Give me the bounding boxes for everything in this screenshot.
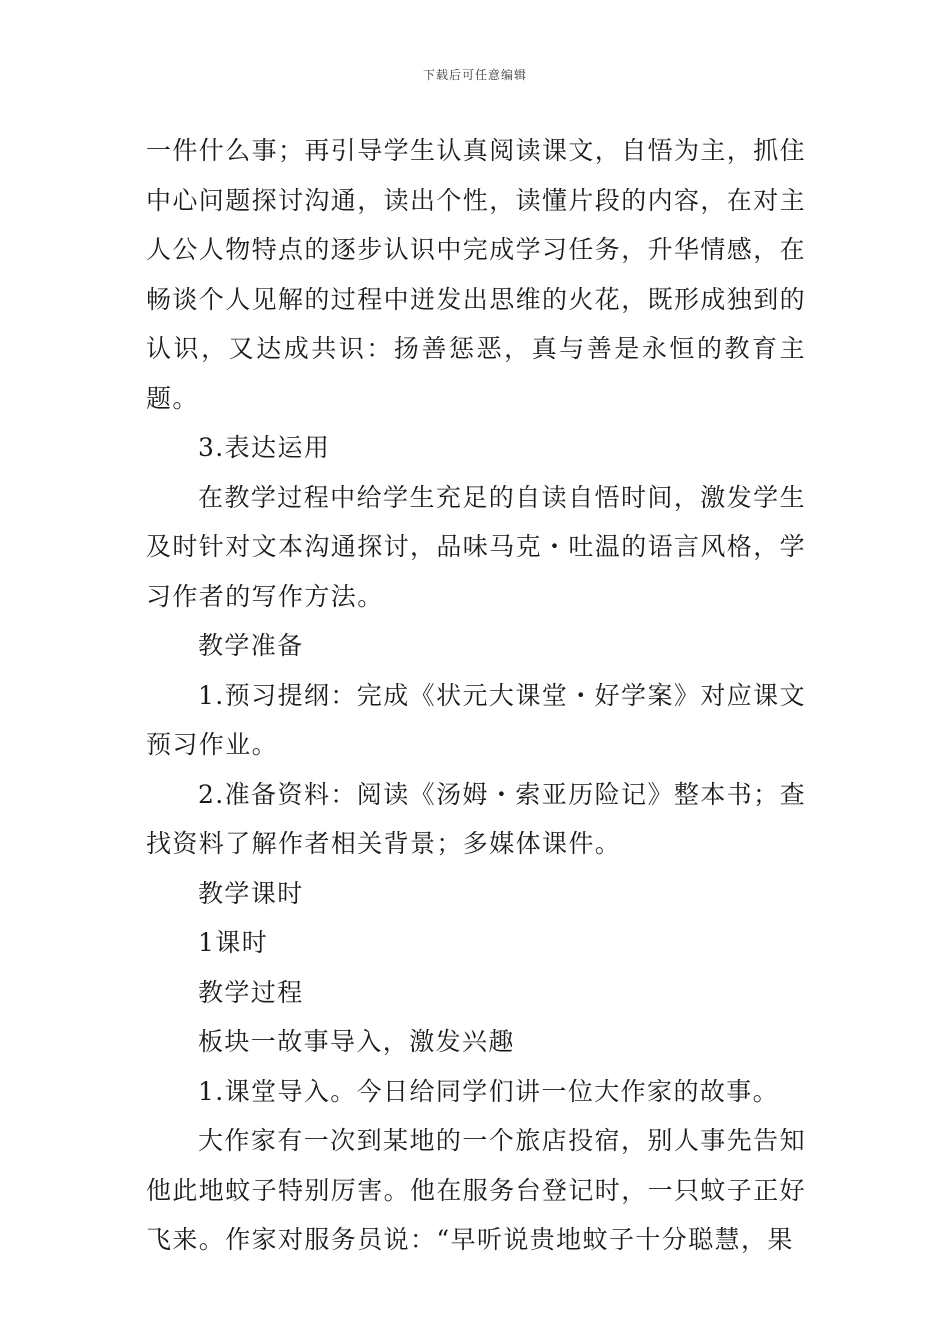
section-heading-preparation: 教学准备 [198, 631, 304, 660]
list-item-preview: 1.预习提纲：完成《状元大课堂・好学案》对应课文预习作业。 [146, 680, 806, 759]
section-heading-process: 教学过程 [198, 977, 304, 1007]
list-item-class-intro: 1.课堂导入。今日给同学们讲一位大作家的故事。 [198, 1076, 780, 1106]
paragraph-expression-body: 在教学过程中给学生充足的自读自悟时间，激发学生及时针对文本沟通探讨，品味马克・吐温的语言风格，学习作者的写作方法。 [146, 482, 807, 611]
paragraph-story: 大作家有一次到某地的一个旅店投宿，别人事先告知他此地蚊子特别厉害。他在服务台登记时，一只蚊子正好飞来。作家对服务员说：“早听说贵地蚊子十分聪慧，果 [146, 1126, 807, 1254]
paragraph-continuation: 一件什么事；再引导学生认真阅读课文，自悟为主，抓住中心问题探讨沟通，读出个性，读懂片段的内容，在对主人公人物特点的逐步认识中完成学习任务，升华情感，在畅谈个人见解的过程中迸发出思维的火花，既形成独到的认识，又达成共识：扬善惩恶，真与善是永恒的教育主题。 [146, 136, 807, 413]
page-header: 下载后可任意编辑 [422, 68, 527, 82]
section-heading-expression: 3.表达运用 [198, 433, 331, 462]
list-item-materials: 2.准备资料：阅读《汤姆・索亚历险记》整本书；查找资料了解作者相关背景；多媒体课件。 [146, 779, 806, 858]
block-heading-intro: 板块一故事导入，激发兴趣 [198, 1027, 515, 1056]
class-hours-value: 1课时 [198, 928, 269, 957]
section-heading-class-hours: 教学课时 [198, 878, 304, 908]
document-body [146, 126, 806, 1265]
